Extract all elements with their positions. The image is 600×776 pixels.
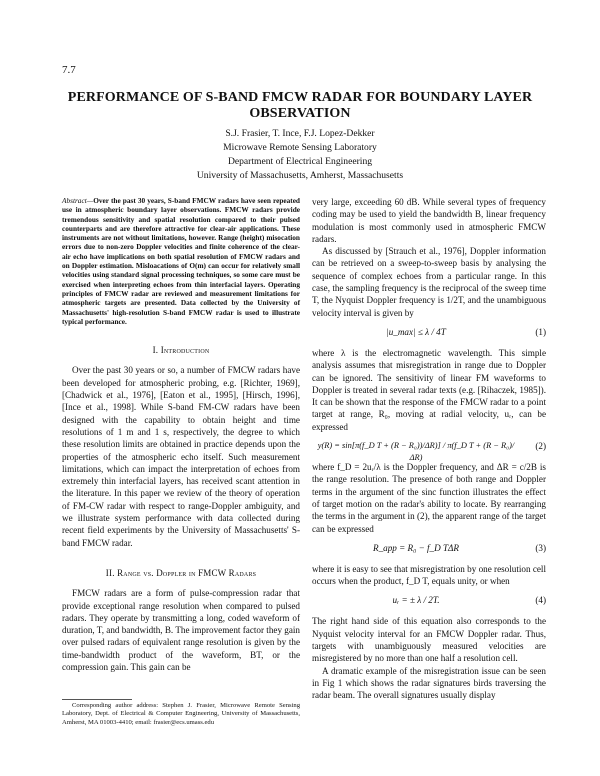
footnote-rule	[62, 699, 132, 700]
abstract	[62, 196, 300, 326]
equation-number: (2)	[535, 441, 546, 452]
left-column	[62, 196, 300, 673]
author-names: S.J. Frasier, T. Ince, F.J. Lopez-Dekker	[225, 128, 375, 139]
abstract-lead: Abstract—	[62, 196, 94, 205]
section-heading-range-doppler	[62, 567, 300, 579]
equation-body: y(R) = sin[π(f_D T + (R − R₀))/ΔR)] / π(f_D T + (R − R₀)/ΔR)	[317, 441, 515, 463]
abstract-text: Over the past 30 years, S-band FMCW radars have seen repeated use in atmospheric boundary layer observations. FMCW radars provide tremendous sensitivity and spatial resolution compared to their pulsed counterparts and are therefore attractive for clear-air applications. These instruments are not without limitations, however. Range (height) misocation errors due to non-zero Doppler velocities and finite coherence of the clear-air echo have implications on both spatial resolution of FMCW radars and on Doppler estimation. Misloacations of O(m) can occur for relatively small velocities using standard signal processing techniques, so some care must be exercised when interpreting echoes from thin interfacial layers. Operating principles of FMCW radar are reviewed and measurement limitations for atmospheric targets are presented. Data collected by the University of Massachusetts' high-resolution S-band FMCW radar is used to illustrate typical performance.	[62, 196, 300, 326]
paragraph: very large, exceeding 60 dB. While several types of frequency coding may be used to yield the bandwidth B, linear frequency modulation is most commonly used in atmospheric FMCW radars.	[312, 197, 546, 244]
footnote: Corresponding author address: Stephen J. Frasier, Microwave Remote Sensing Laboratory, Dept. of Electrical & Computer Engineering, University of Massachusetts, Amherst, MA 01003-4410; email: frasier@ecs.umass.edu	[62, 702, 300, 726]
equation-2	[312, 433, 546, 461]
equation-number: (3)	[535, 542, 546, 553]
intro-paragraph: Over the past 30 years or so, a number of FMCW radars have been developed for atmospheric probing, e.g. [Richter, 1969], [Chadwick et al., 1976], [Eaton et al., 1995], [Hirsch, 1996], [Ince et al., 1998]. While S-band FM-CW radars have been designed with the capability to obtain height and time resolutions of 1 m and 1 s, respectively, the degree to which these resolution limits are obtained in practice depends upon the properties of the atmospheric echo itself. Such measurement limitations, which can impact the interpretation of echoes from extremely thin interfacial layers, has received scant attention in the literature. In this paper we review of the theory of operation of FM-CW radar with respect to range-Doppler ambiguity, and we illustrate system performance with data collected during recent field experiments by the University of Massachusetts' S-band FMCW radar.	[62, 365, 300, 548]
paragraph: The right hand side of this equation also corresponds to the Nyquist velocity interval for an FMCW Doppler radar. Thus, targets with unambiguously measured velocities are misregistered by no more than one half a resolution cell.	[312, 616, 546, 664]
author-block	[100, 127, 500, 183]
equation-body: uᵣ = ± λ / 2T.	[392, 595, 440, 606]
heading-number: II.	[105, 567, 115, 578]
paper-title: PERFORMANCE OF S-BAND FMCW RADAR FOR BOUNDARY LAYER OBSERVATION	[67, 90, 533, 121]
heading-number: I.	[152, 345, 159, 356]
paragraph: where it is easy to see that misregistration by one resolution cell occurs when the product, f_D T, equals unity, or when	[312, 563, 546, 587]
equation-4	[312, 587, 546, 615]
heading-text: Range vs. Doppler in FMCW Radars	[117, 567, 257, 578]
equation-body: R_app = R₀ − f_D TΔR	[373, 542, 459, 553]
author-lab: Microwave Remote Sensing Laboratory	[223, 142, 377, 153]
equation-1	[312, 319, 546, 347]
section-number: 7.7	[62, 64, 76, 76]
author-university: University of Massachusetts, Amherst, Massachusetts	[196, 170, 404, 181]
paragraph: A dramatic example of the misregistration issue can be seen in Fig 1 which shows the radar signatures birds traversing the radar beam. The overall signatures usually display	[312, 665, 546, 701]
range-doppler-paragraph: FMCW radars are a form of pulse-compression radar that provide exceptional range resolution when compared to pulsed radars. They operate by transmitting a long, coded waveform of duration, T, and bandwidth, B. The improvement factor they gain over pulsed radars of equivalent range resolution is given by the time-bandwidth product of the waveform, BT, or the compression gain. This gain can be	[62, 588, 300, 672]
paragraph: As discussed by [Strauch et al., 1976], Doppler information can be retrieved on a sweep-to-sweep basis by analysing the sequence of complex echoes from a particular range. In this case, the sampling frequency is the reciprocal of the sweep time T, the Nyquist Doppler frequency is 1/2T, and the unambiguous velocity interval is given by	[312, 246, 546, 318]
right-column	[312, 196, 546, 702]
equation-3	[312, 535, 546, 563]
section-heading-introduction	[62, 344, 300, 356]
paragraph: where λ is the electromagnetic wavelength. This simple analysis assumes that misregistration in range due to Doppler can be ignored. The sensitivity of linear FM waveforms to Doppler is treated in several radar texts (e.g. [Rihaczek, 1985]). It can be shown that the response of the FMCW radar to a point target at range, R₀, moving at radial velocity, uᵣ, can be expressed	[312, 347, 546, 432]
equation-body: |u_max| ≤ λ / 4T	[386, 326, 446, 337]
equation-number: (4)	[535, 595, 546, 606]
heading-text: Introduction	[160, 345, 210, 356]
equation-number: (1)	[535, 326, 546, 337]
paragraph: where f_D = 2uᵣ/λ is the Doppler frequency, and ΔR = c/2B is the range resolution. The presence of both range and Doppler terms in the argument of the sinc function illustrates the effect of target motion on the radar's ability to locate. By rearranging the terms in the argument in (2), the apparent range of the target can be expressed	[312, 462, 546, 534]
author-dept: Department of Electrical Engineering	[227, 156, 373, 167]
